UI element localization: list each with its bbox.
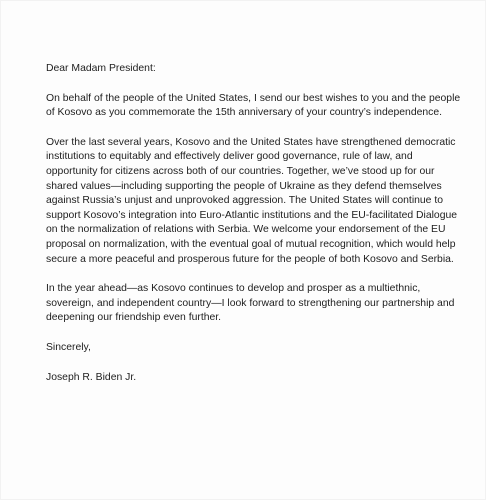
paragraph-partnership: Over the last several years, Kosovo and the United States have strengthened democratic institutions to equitably and effectively deliver good governance, rule of law, and opportunity for citizens across both of our countries. Together, we’ve stood up for our shared values—including supporting the people of Ukraine as they defend themselves against Russia’s unjust and unprovoked aggression. The United States will continue to support Kosovo’s integration into Euro-Atlantic institutions and the EU-facilitated Dialogue on the normalization of relations with Serbia. We welcome your endorsement of the EU proposal on normalization, with the eventual goal of mutual recognition, which would help secure a more peaceful and prosperous future for the people of both Kosovo and Serbia. [46,136,458,265]
paragraph-best-wishes: On behalf of the people of the United States, I send our best wishes to you and the people of Kosovo as you commemorate the 15th anniversary of your country’s independence. [46,92,461,119]
salutation: Dear Madam President: [46,63,156,74]
closing: Sincerely, [46,341,91,353]
signature-name: Joseph R. Biden Jr. [46,371,137,383]
paragraph-year-ahead: In the year ahead—as Kosovo continues to develop and prosper as a multiethnic, sovereign, and independent country—I look forward to strengthening our partnership and deepening our friendship even further. [46,283,455,324]
letter-body [46,62,466,385]
